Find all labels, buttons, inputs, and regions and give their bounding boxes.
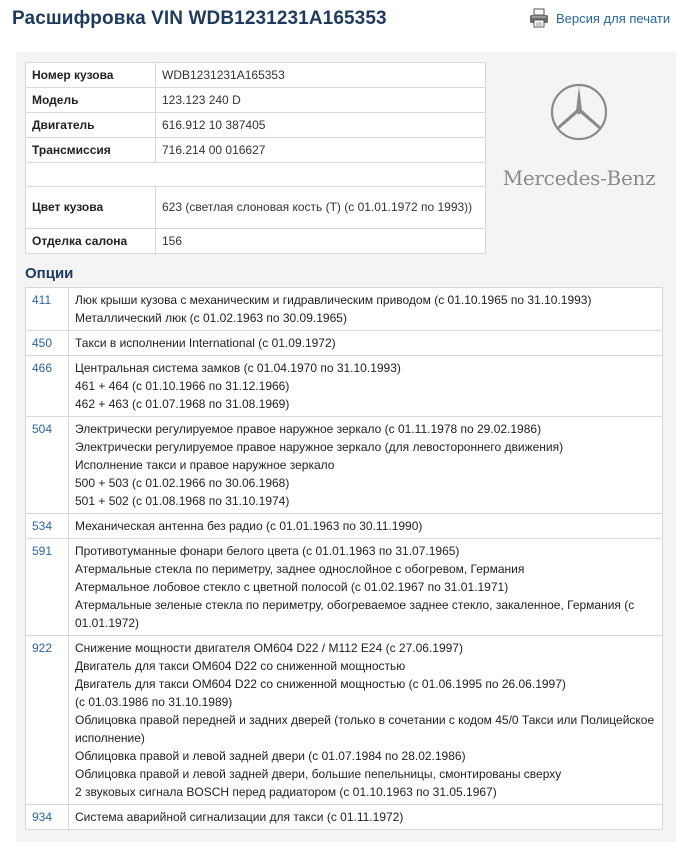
- vin-value: 623 (светлая слоновая кость (T) (с 01.01.1972 по 1993)): [156, 187, 486, 229]
- vin-key: Цвет кузова: [26, 187, 156, 229]
- vin-row-transmission: [26, 138, 486, 163]
- printer-icon: [528, 7, 550, 29]
- vin-key: Двигатель: [26, 113, 156, 138]
- vin-key: Модель: [26, 88, 156, 113]
- option-code[interactable]: 411: [26, 288, 69, 331]
- vin-row-engine: [26, 113, 486, 138]
- option-line: 462 + 463 (с 01.07.1968 по 31.08.1969): [75, 397, 290, 411]
- option-line: 2 звуковых сигнала BOSCH перед радиатором (с 01.10.1963 по 31.05.1967): [75, 785, 497, 799]
- option-line: Атермальное лобовое стекло с цветной полосой (с 01.02.1967 по 31.01.1971): [75, 580, 509, 594]
- option-code[interactable]: 934: [26, 805, 69, 830]
- option-description: [69, 288, 663, 331]
- vin-value: 716.214 00 016627: [156, 138, 486, 163]
- vin-empty-cell: [26, 163, 486, 187]
- option-row: [26, 288, 663, 331]
- vin-row-body-number: [26, 63, 486, 88]
- option-line: Люк крыши кузова с механическим и гидравлическим приводом (с 01.10.1965 по 31.10.1993): [75, 293, 592, 307]
- option-row: [26, 331, 663, 356]
- option-line: Исполнение такси и правое наружное зеркало: [75, 458, 335, 472]
- option-line: Электрически регулируемое правое наружное зеркало (с 01.11.1978 по 29.02.1986): [75, 422, 542, 436]
- option-description: [69, 331, 663, 356]
- option-line: Центральная система замков (с 01.04.1970 по 31.10.1993): [75, 361, 401, 375]
- option-line: Механическая антенна без радио (с 01.01.1963 по 30.11.1990): [75, 519, 423, 533]
- option-description: [69, 356, 663, 417]
- print-version-link[interactable]: [528, 6, 670, 30]
- option-code[interactable]: 450: [26, 331, 69, 356]
- option-code[interactable]: 922: [26, 636, 69, 805]
- option-line: Атермальные зеленые стекла по периметру, обогреваемое заднее стекло, закаленное, Германия (с 01.01.1972): [75, 598, 635, 630]
- option-row: [26, 417, 663, 514]
- option-description: [69, 805, 663, 830]
- vin-key: Трансмиссия: [26, 138, 156, 163]
- option-line: 461 + 464 (с 01.10.1966 по 31.12.1966): [75, 379, 290, 393]
- option-row: [26, 514, 663, 539]
- options-table: [25, 287, 663, 830]
- option-description: [69, 636, 663, 805]
- vin-row-interior: [26, 229, 486, 254]
- vin-value: 123.123 240 D: [156, 88, 486, 113]
- vin-value: WDB1231231A165353: [156, 63, 486, 88]
- option-row: [26, 636, 663, 805]
- vin-value: 156: [156, 229, 486, 254]
- option-row: [26, 356, 663, 417]
- option-line: 501 + 502 (с 01.08.1968 по 31.10.1974): [75, 494, 290, 508]
- option-line: Электрически регулируемое правое наружное зеркало (для левостороннего движения): [75, 440, 564, 454]
- page-title: Расшифровка VIN WDB1231231A165353: [12, 8, 387, 29]
- option-line: Металлический люк (с 01.02.1963 по 30.09.1965): [75, 311, 347, 325]
- option-line: Двигатель для такси OM604 D22 со сниженной мощностью (с 01.06.1995 по 26.06.1997): [75, 677, 566, 691]
- option-code[interactable]: 591: [26, 539, 69, 636]
- option-line: Противотуманные фонари белого цвета (с 01.01.1963 по 31.07.1965): [75, 544, 460, 558]
- option-line: Облицовка правой передней и задних дверей (только в сочетании с кодом 45/0 Такси или Полицейское исполнение): [75, 713, 655, 745]
- option-line: Снижение мощности двигателя OM604 D22 / M112 E24 (с 27.06.1997): [75, 641, 463, 655]
- mercedes-star-icon: [549, 82, 609, 147]
- vin-key: Отделка салона: [26, 229, 156, 254]
- option-line: Двигатель для такси OM604 D22 со сниженной мощностью: [75, 659, 406, 673]
- brand-logo: [494, 82, 664, 192]
- option-description: [69, 417, 663, 514]
- option-description: [69, 514, 663, 539]
- option-line: Облицовка правой и левой задней двери (с 01.07.1984 по 28.02.1986): [75, 749, 466, 763]
- option-line: (с 01.03.1986 по 31.10.1989): [75, 695, 233, 709]
- vin-row-empty: [26, 163, 486, 187]
- content-panel: [16, 52, 676, 842]
- option-line: Система аварийной сигнализации для такси (с 01.11.1972): [75, 810, 404, 824]
- option-row: [26, 539, 663, 636]
- vin-row-color: [26, 187, 486, 229]
- print-version-label[interactable]: Версия для печати: [556, 10, 671, 26]
- vin-key: Номер кузова: [26, 63, 156, 88]
- option-code[interactable]: 504: [26, 417, 69, 514]
- option-row: [26, 805, 663, 830]
- vin-info-table: [25, 62, 486, 254]
- option-code[interactable]: 534: [26, 514, 69, 539]
- brand-name: Mercedes-Benz: [502, 166, 656, 190]
- options-heading: Опции: [25, 265, 74, 282]
- option-line: Облицовка правой и левой задней двери, большие пепельницы, смонтированы сверху: [75, 767, 562, 781]
- option-code[interactable]: 466: [26, 356, 69, 417]
- option-description: [69, 539, 663, 636]
- option-line: Такси в исполнении International (с 01.09.1972): [75, 336, 336, 350]
- vin-value: 616.912 10 387405: [156, 113, 486, 138]
- vin-row-model: [26, 88, 486, 113]
- option-line: Атермальные стекла по периметру, заднее однослойное с обогревом, Германия: [75, 562, 525, 576]
- option-line: 500 + 503 (с 01.02.1966 по 30.06.1968): [75, 476, 290, 490]
